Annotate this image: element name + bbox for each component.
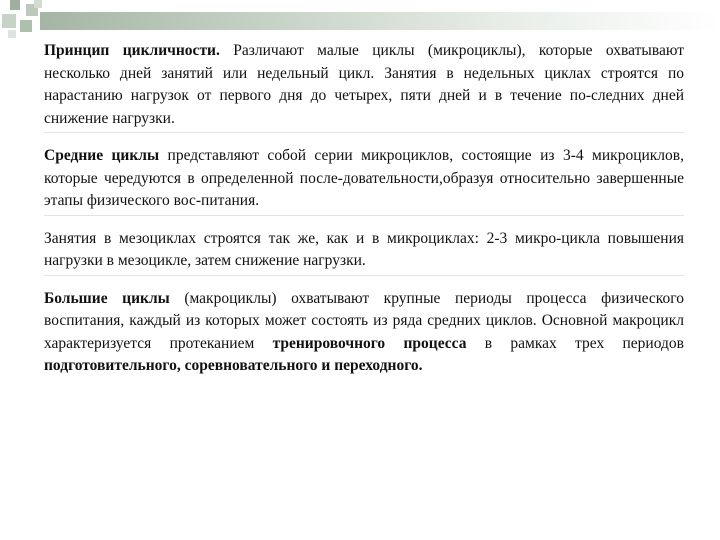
paragraph-cyclicity-principle [44, 40, 684, 133]
paragraph-mesocycles [44, 228, 684, 276]
paragraph-large-cycles [44, 288, 684, 378]
term-training-process: тренировочного процесса [272, 334, 467, 352]
paragraph-text: (макроциклы) охватывают крупные периоды процесса физического воспитания, каждый из которых может состоять из ряда средних циклов. Основной макроцикл характеризуется протеканием [44, 289, 685, 352]
paragraph-text: представляют собой серии микроциклов, состоящие из 3-4 микроциклов, которые чередуются в определенной после-довательности,образуя относительно завершенные этапы физического вос-питания. [44, 147, 684, 209]
term-large-cycles: Большие циклы [44, 289, 170, 307]
decor-square [20, 20, 32, 32]
slide-header-bar [40, 12, 720, 30]
paragraph-medium-cycles [44, 145, 684, 216]
term-periods: подготовительного, соревновательного и переходного. [44, 357, 423, 374]
paragraph-text: в рамках трех периодов [466, 334, 684, 352]
decor-square [34, 0, 42, 8]
term-medium-cycles: Средние циклы [44, 147, 160, 164]
paragraph-text: Занятия в мезоциклах строятся так же, как и в микроциклах: 2-3 микро-цикла повышения нагрузки в мезоцикле, затем снижение нагрузки. [44, 229, 684, 269]
slide-body [44, 40, 684, 390]
decor-square [2, 14, 16, 28]
paragraph-text: Различают малые циклы (микроциклы), которые охватывают несколько дней занятий или недельный цикл. Занятия в недельных циклах строятся по нарастанию нагрузок от первого дня до четырех, пяти дней и в течение по-следних дней снижение нагрузки. [44, 42, 684, 127]
term-cyclicity-principle: Принцип цикличности. [44, 42, 220, 59]
decor-square [10, 0, 20, 10]
decor-square [8, 30, 16, 38]
